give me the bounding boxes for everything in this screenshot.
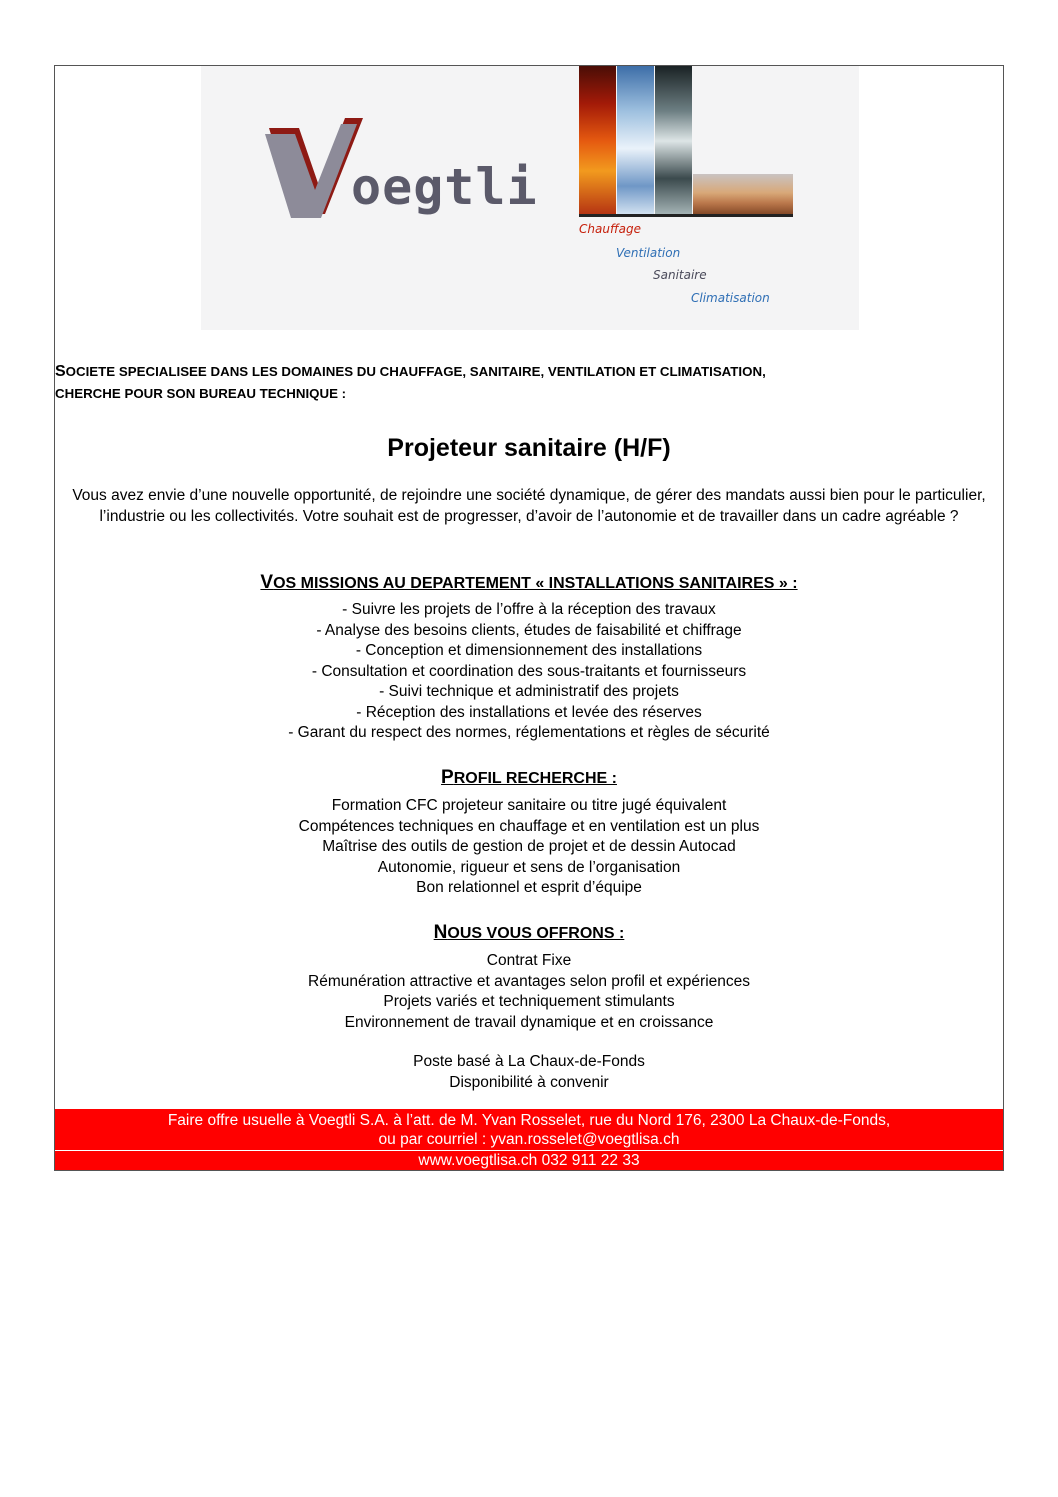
- logo-wordmark: oegtli: [351, 158, 538, 216]
- list-item: Compétences techniques en chauffage et en ventilation est un plus: [298, 817, 760, 835]
- footer-line-email[interactable]: ou par courriel : yvan.rosselet@voegtlisa.ch: [378, 1131, 680, 1148]
- list-item: - Analyse des besoins clients, études de faisabilité et chiffrage: [316, 621, 742, 639]
- fire-image: [579, 66, 616, 216]
- job-posting-frame: [54, 65, 1004, 1171]
- contact-footer: [55, 1109, 1003, 1170]
- footer-line-address: Faire offre usuelle à Voegtli S.A. à l’att. de M. Yvan Rosselet, rue du Nord 176, 2300 La Chaux-de-Fonds,: [167, 1112, 891, 1129]
- location-list: [55, 1052, 1003, 1093]
- list-item: - Consultation et coordination des sous-traitants et fournisseurs: [311, 662, 747, 680]
- list-item: - Conception et dimensionnement des installations: [355, 642, 703, 659]
- list-item: Bon relationnel et esprit d’équipe: [416, 879, 642, 896]
- list-item: - Suivi technique et administratif des projets: [379, 683, 679, 700]
- tagline-ventilation: Ventilation: [616, 246, 681, 260]
- list-item: - Réception des installations et levée des réserves: [356, 703, 702, 721]
- offre-list: [55, 951, 1003, 1033]
- list-item: Projets variés et techniquement stimulants: [383, 993, 675, 1010]
- footer-line-website[interactable]: www.voegtlisa.ch 032 911 22 33: [55, 1150, 1003, 1170]
- list-item: Autonomie, rigueur et sens de l’organisation: [377, 858, 681, 876]
- water-image: [655, 66, 692, 216]
- list-item: Poste basé à La Chaux-de-Fonds: [413, 1053, 645, 1070]
- missions-list: [55, 600, 1003, 744]
- list-item: Disponibilité à convenir: [449, 1073, 609, 1091]
- list-item: Environnement de travail dynamique et en croissance: [344, 1013, 714, 1031]
- missions-heading: VOS MISSIONS AU DEPARTEMENT « INSTALLATIONS SANITAIRES » :: [260, 572, 798, 593]
- tagline-chauffage: Chauffage: [579, 222, 641, 236]
- list-item: Rémunération attractive et avantages selon profil et expériences: [308, 972, 750, 990]
- list-item: Contrat Fixe: [486, 952, 572, 969]
- profil-heading: PROFIL RECHERCHE :: [441, 767, 617, 788]
- list-item: Formation CFC projeteur sanitaire ou titre jugé équivalent: [331, 797, 727, 814]
- desert-image: [693, 174, 793, 216]
- logo-baseline: [579, 214, 793, 217]
- tagline-sanitaire: Sanitaire: [653, 268, 707, 282]
- logo-v-mark: [265, 114, 365, 218]
- list-item: Maîtrise des outils de gestion de projet et de dessin Autocad: [322, 838, 736, 855]
- job-title: Projeteur sanitaire (H/F): [387, 434, 671, 462]
- intro-line-1: SOCIETE SPECIALISEE DANS LES DOMAINES DU CHAUFFAGE, SANITAIRE, VENTILATION ET CLIMATISATION,: [55, 363, 766, 380]
- list-item: - Garant du respect des normes, réglementations et règles de sécurité: [288, 724, 770, 741]
- sky-image: [617, 66, 654, 216]
- company-logo: [201, 66, 859, 330]
- company-intro: [55, 361, 1003, 405]
- profil-list: [55, 796, 1003, 899]
- tagline-climatisation: Climatisation: [691, 291, 770, 305]
- intro-paragraph: Vous avez envie d’une nouvelle opportunité, de rejoindre une société dynamique, de gérer des mandats aussi bien pour le particulier, l’industrie ou les collectivités. Votre souhait est de progresser, d’avoir de l’autonomie et de travailler dans un cadre agréable ?: [72, 487, 986, 525]
- offre-heading: NOUS VOUS OFFRONS :: [433, 922, 625, 943]
- list-item: - Suivre les projets de l’offre à la réception des travaux: [342, 601, 716, 618]
- intro-line-2: CHERCHE POUR SON BUREAU TECHNIQUE :: [55, 386, 347, 401]
